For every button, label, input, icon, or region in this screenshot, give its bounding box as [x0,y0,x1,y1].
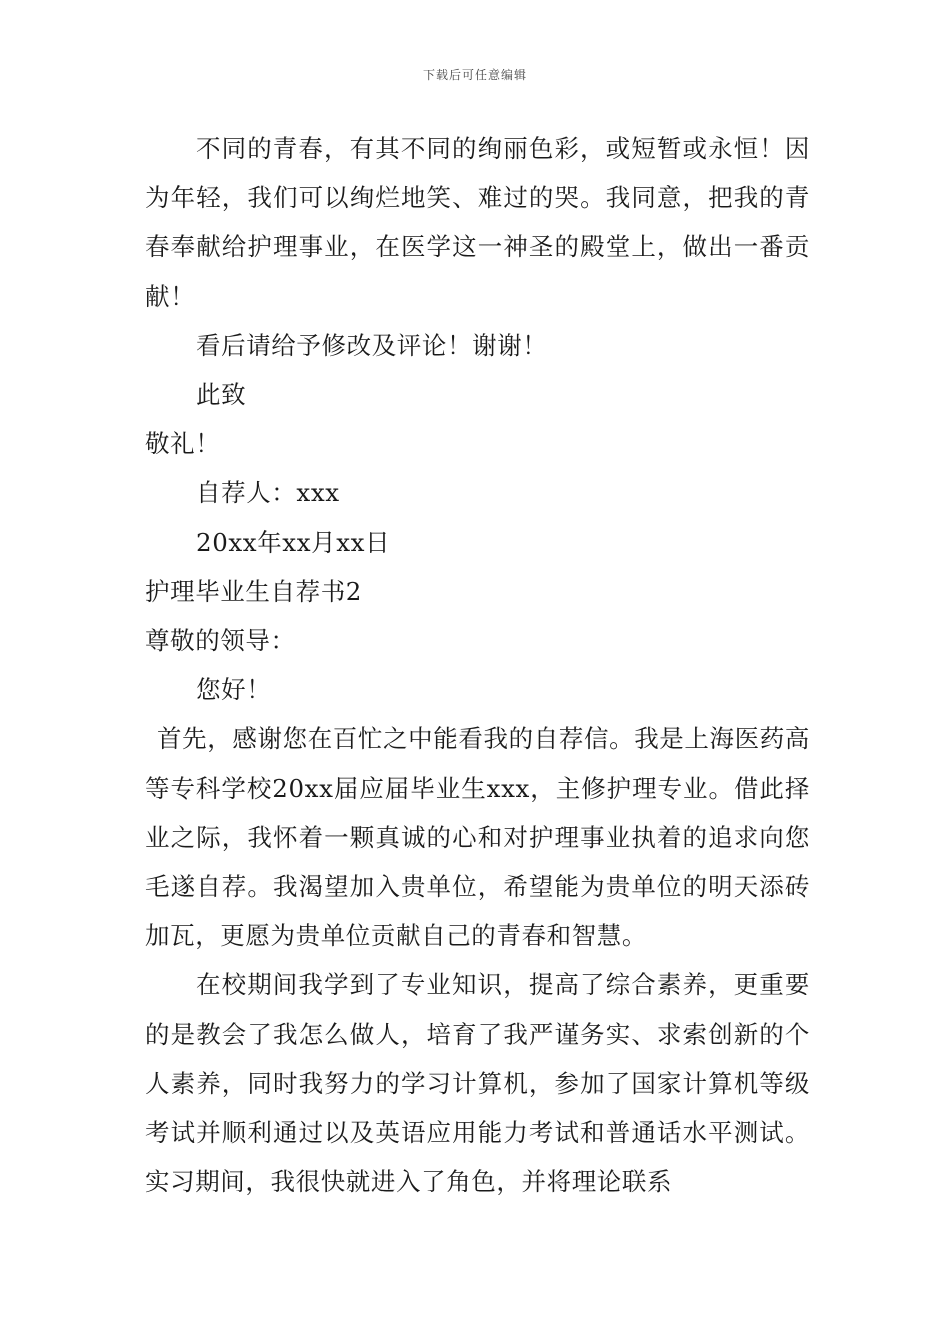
date-line: 20xx年xx月xx日 [196,527,391,557]
paragraph-school-experience: 在校期间我学到了专业知识，提高了综合素养，更重要的是教会了我怎么做人，培育了我严谨务实、求索创新的个人素养，同时我努力的学习计算机，参加了国家计算机等级考试并顺利通过以及英语应用能力考试和普通话水平测试。 实习期间，我很快就进入了角色，并将理论联系 [145,970,810,1197]
paragraph-introduction: 首先，感谢您在百忙之中能看我的自荐信。我是上海医药高等专科学校20xx届应届毕业生xxx，主修护理专业。借此择业之际，我怀着一颗真诚的心和对护理事业执着的追求向您毛遂自荐。我渴望加入贵单位，希望能为贵单位的明天添砖加瓦，更愿为贵单位贡献自己的青春和智慧。 [145,724,810,951]
salutation-line: 尊敬的领导： [145,626,296,656]
section-title: 护理毕业生自荐书2 [145,576,362,606]
greeting-line: 您好！ [196,675,272,705]
closing-line-2: 敬礼！ [145,429,221,459]
document-body [145,124,810,1206]
paragraph-youth: 不同的青春，有其不同的绚丽色彩，或短暂或永恒！因为年轻，我们可以绚烂地笑、难过的哭。我同意，把我的青春奉献给护理事业，在医学这一神圣的殿堂上，做出一番贡献！ [145,134,810,311]
signature-line: 自荐人：xxx [196,478,340,508]
paragraph-request-review: 看后请给予修改及评论！谢谢！ [196,330,548,360]
header-note: 下载后可任意编辑 [422,68,527,82]
closing-line-1: 此致 [196,380,247,410]
